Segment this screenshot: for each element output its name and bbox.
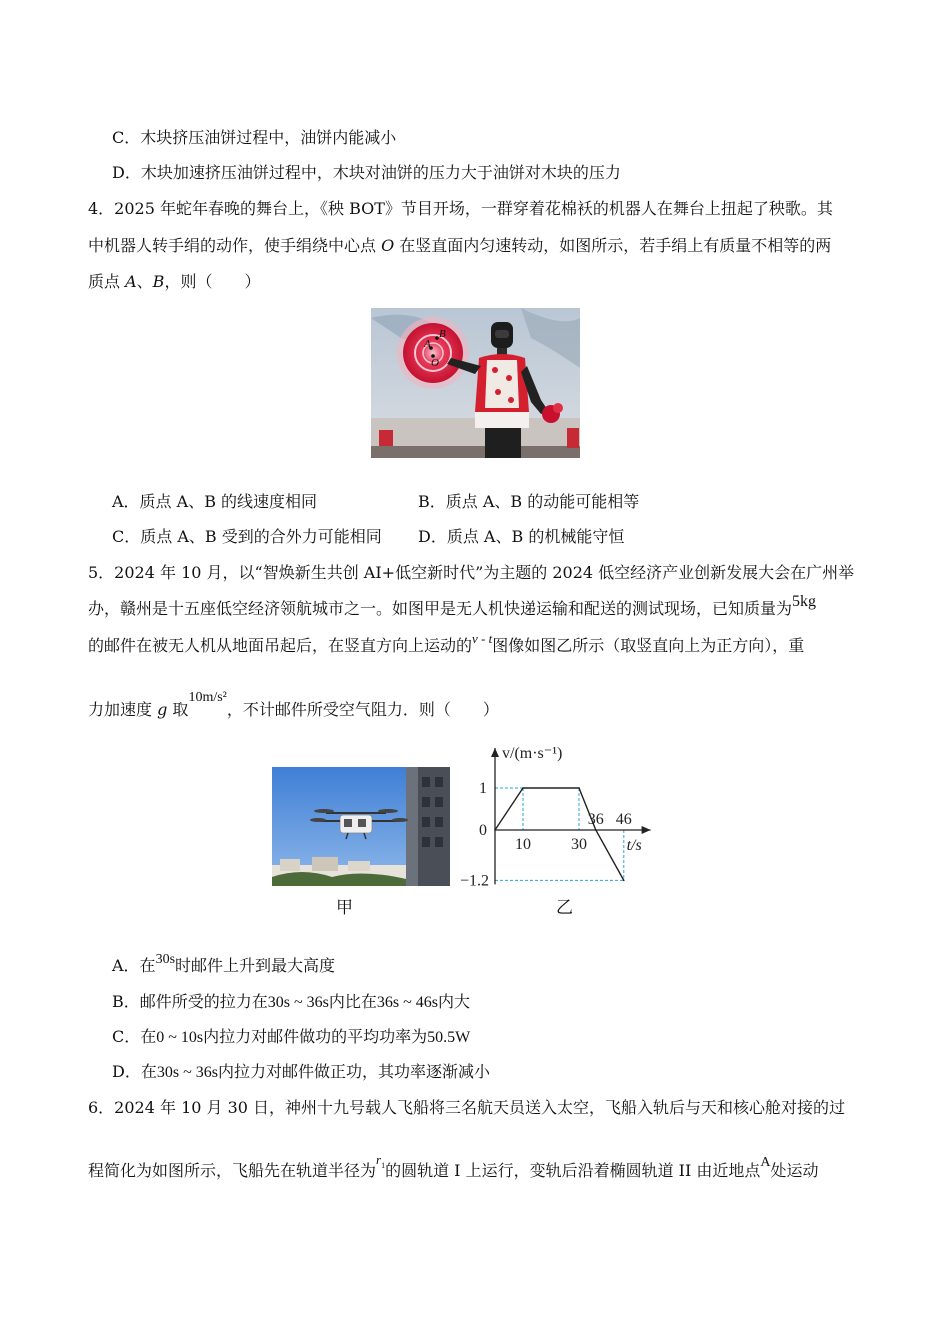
data-point-0 <box>494 829 496 831</box>
q5-option-d: D．在30s ~ 36s内拉力对邮件做正功，其功率逐渐减小 <box>112 1062 490 1081</box>
q4-stem-line-2: 中机器人转手绢的动作，使手绢绕中心点 O 在竖直面内匀速转动，如图所示，若手绢上有质量不相等的两 <box>88 236 832 255</box>
chart-series <box>494 787 624 881</box>
q5-option-c: C．在0 ~ 10s内拉力对邮件做功的平均功率为50.5W <box>112 1027 471 1046</box>
x-axis-arrow <box>642 826 651 834</box>
q4-stem-line-3: 质点 A、B，则（ ） <box>88 272 261 291</box>
robot-handkerchief-photo <box>371 308 580 458</box>
q4-option-a: A．质点 A、B 的线速度相同 <box>112 492 318 511</box>
data-point-3 <box>595 829 597 831</box>
y-tick-label-0: 0 <box>479 822 487 839</box>
x-tick-label-36: 36 <box>587 811 604 828</box>
data-point-4 <box>623 880 625 882</box>
q5-stem-line-2: 办，赣州是十五座低空经济领航城市之一。如图甲是无人机快递运输和配送的测试现场，已知质量为5kg <box>88 593 817 618</box>
q6-stem-line-2: 程简化为如图所示，飞船先在轨道半径为$^r_1$的圆轨道 I 上运行，变轨后沿着椭圆轨道 II 由近地点A处运动 <box>88 1152 819 1180</box>
x-tick-label-10: 10 <box>515 836 531 853</box>
photo-label-b: B <box>439 328 446 340</box>
q5-option-a: A．在30s时邮件上升到最大高度 <box>112 952 336 975</box>
drone-photo-illustration <box>272 767 450 886</box>
q4-stem-line-1: 4．2025 年蛇年春晚的舞台上，《秧 BOT》节目开场，一群穿着花棉袄的机器人在舞台上扭起了秧歌。其 <box>88 199 833 218</box>
vt-chart <box>452 740 680 890</box>
q3-option-d: D．木块加速挤压油饼过程中，木块对油饼的压力大于油饼对木块的压力 <box>112 163 621 182</box>
x-tick-label-30: 30 <box>571 836 587 853</box>
q3-option-c: C．木块挤压油饼过程中，油饼内能减小 <box>112 128 397 147</box>
photo-label-o: O <box>431 357 439 369</box>
q4-option-b: B．质点 A、B 的动能可能相等 <box>418 492 640 511</box>
q4-option-d: D．质点 A、B 的机械能守恒 <box>418 527 625 546</box>
y-axis-arrow <box>491 748 499 757</box>
x-axis-label: t/s <box>626 837 642 854</box>
y-tick-label-1: 1 <box>479 780 487 797</box>
q4-option-c: C．质点 A、B 受到的合外力可能相同 <box>112 527 382 546</box>
q5-stem-line-4: 力加速度 g 取10m/s²，不计邮件所受空气阻力．则（ ） <box>88 690 499 719</box>
q5-stem-line-1: 5．2024 年 10 月，以“智焕新生共创 AI+低空新时代”为主题的 2024 低空经济产业创新发展大会在广州举 <box>88 563 855 582</box>
y-axis-label: v/(m·s⁻¹) <box>502 745 563 762</box>
photo-label-a: A <box>424 338 431 350</box>
figure-label-yi: 乙 <box>556 898 573 918</box>
drone-photo <box>272 767 450 886</box>
y-tick-label-neg: −1.2 <box>459 872 489 890</box>
x-tick-label-46: 46 <box>615 811 632 828</box>
data-point-1 <box>522 787 524 789</box>
chart-labels <box>460 745 642 889</box>
q6-stem-line-1: 6．2024 年 10 月 30 日，神州十九号载人飞船将三名航天员送入太空，飞船入轨后与天和核心舱对接的过 <box>88 1098 846 1117</box>
data-point-2 <box>578 787 580 789</box>
series-line-velocity <box>495 788 624 880</box>
robot-photo-illustration <box>371 308 580 458</box>
figure-label-jia: 甲 <box>336 898 353 918</box>
q5-stem-line-3: 的邮件在被无人机从地面吊起后，在竖直方向上运动的$^{v - t}$图像如图乙所示（取竖直向上为正方向），重 <box>88 631 805 655</box>
q5-option-b: B．邮件所受的拉力在30s ~ 36s内比在36s ~ 46s内大 <box>112 992 471 1011</box>
